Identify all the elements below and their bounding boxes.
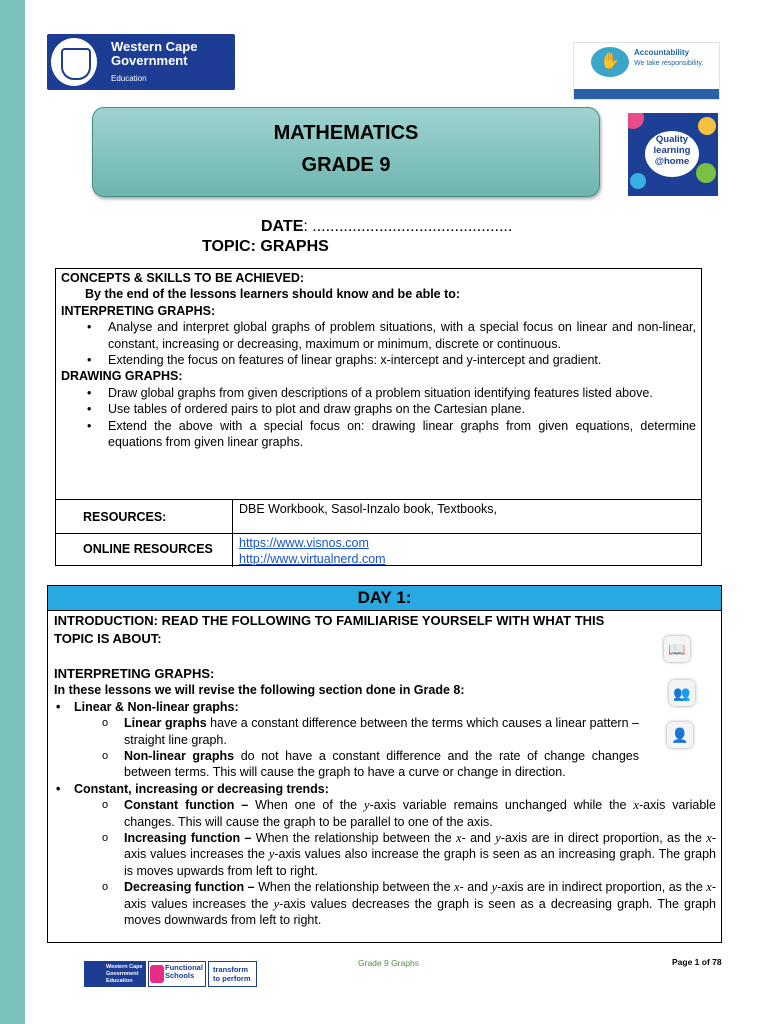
interpreting-heading: INTERPRETING GRAPHS: — [61, 303, 216, 318]
student-icon: 👤 — [667, 722, 693, 748]
book-icon: 📖 — [664, 636, 690, 662]
text-run: - and — [461, 831, 496, 846]
wcg-logo-line1: Western Cape — [111, 39, 198, 54]
online-links — [239, 535, 386, 567]
text-run: -axis variable remains unchanged while the — [369, 798, 634, 813]
resources-value: DBE Workbook, Sasol-Inzalo book, Textbooks, — [239, 502, 498, 516]
resources-row — [56, 499, 701, 534]
trends-heading: • Constant, increasing or decreasing trends: — [54, 781, 716, 797]
footer-logos — [84, 961, 257, 987]
accountability-title: Accountability — [634, 48, 690, 57]
wcg-logo-line3: Education — [111, 74, 147, 83]
accountability-logo — [573, 42, 720, 100]
decreasing-item — [54, 879, 716, 928]
text-run: - and — [459, 880, 492, 895]
list-item: • Use tables of ordered pairs to plot and draw graphs on the Cartesian plane. — [61, 401, 696, 417]
day1-body — [54, 666, 716, 929]
decreasing-term: Decreasing function – — [124, 880, 255, 895]
text-run: When one of the — [248, 798, 365, 813]
hand-icon: ✋ — [591, 47, 629, 77]
list-item: • Extending the focus on features of linear graphs: x-intercept and y-intercept and gradient. — [61, 352, 696, 368]
variable: x — [706, 880, 712, 895]
variable: x — [706, 831, 712, 846]
drawing-list — [61, 385, 696, 451]
day1-box — [47, 585, 722, 943]
date-line — [261, 218, 512, 236]
variable: x — [454, 880, 460, 895]
footer-functional-schools-logo — [148, 961, 206, 987]
date-value: : ............................................. — [303, 218, 513, 235]
visnos-link[interactable]: https://www.visnos.com — [239, 536, 369, 550]
text-run: -axis values also increase the graph is seen as an increasing graph. The graph is moves upwards from left to right. — [124, 847, 716, 878]
row-divider — [232, 534, 233, 567]
increasing-item — [54, 830, 716, 879]
concepts-content — [61, 270, 696, 450]
text-run: -axis values decreases the graph is seen as a decreasing graph. The graph moves downwards from left to right. — [124, 896, 716, 928]
decor-spot — [628, 113, 644, 129]
footer-transform-logo: transform to perform — [208, 961, 257, 987]
ql-line1: Quality — [655, 134, 689, 145]
decor-spot — [630, 173, 646, 189]
variable: y — [273, 896, 280, 911]
online-resources-row — [56, 533, 701, 567]
accountability-tagline: We take responsibility. — [634, 60, 704, 67]
variable: y — [364, 798, 370, 813]
people-icon: 👥 — [669, 680, 695, 706]
interpreting-list — [61, 319, 696, 368]
text-run: -axis variable changes. This will cause the graph to be parallel to one of the axis. — [124, 798, 717, 829]
accountability-strip — [574, 89, 719, 99]
day1-heading: DAY 1: — [48, 586, 721, 611]
drawing-heading: DRAWING GRAPHS: — [61, 369, 183, 384]
variable: y — [268, 847, 275, 862]
footer-wcg-logo: Western Cape Government Education — [84, 961, 146, 987]
concepts-box — [55, 268, 702, 566]
text-run: When the relationship between the — [254, 880, 455, 895]
nonlinear-text: do not have a constant difference and the rate of change changes between terms. This will cause the graph to have a curve or change in direction. — [124, 749, 639, 780]
nonlinear-term: Non-linear graphs — [124, 749, 235, 764]
text-run: When the relationship between the — [251, 831, 457, 846]
quality-learning-logo — [628, 113, 718, 196]
text-run: -axis are in direct proportion, as the — [500, 831, 707, 846]
list-item: • Draw global graphs from given descriptions of a problem situation identifying features listed above. — [61, 385, 696, 401]
variable: x — [456, 831, 462, 846]
revise-note: In these lessons we will revise the following section done in Grade 8: — [54, 683, 465, 698]
increasing-term: Increasing function – — [124, 831, 252, 846]
variable: y — [491, 880, 498, 895]
variable: x — [633, 798, 639, 813]
decor-spot — [698, 117, 716, 135]
topic-title: TOPIC: GRAPHS — [202, 238, 329, 255]
functional-schools-text: Functional Schools — [165, 963, 203, 980]
footer-title: Grade 9 Graphs — [358, 958, 419, 968]
resources-label: RESOURCES: — [83, 510, 167, 524]
day1-intro: INTRODUCTION: READ THE FOLLOWING TO FAMILIARISE YOURSELF WITH WHAT THIS TOPIC IS ABOUT: — [54, 613, 605, 646]
title-box — [92, 107, 600, 197]
text-run: -axis values increases the — [124, 831, 716, 862]
page-number: Page 1 of 78 — [672, 957, 722, 967]
badge-icon — [150, 965, 164, 983]
subject-title: MATHEMATICS — [273, 122, 419, 144]
ql-line3: @home — [654, 156, 690, 167]
text-run: -axis are in indirect proportion, as the — [497, 880, 707, 895]
interpreting-section-heading: INTERPRETING GRAPHS: — [54, 666, 215, 681]
list-item: • Extend the above with a special focus on: drawing linear graphs from given equations, determine equations from given linear graphs. — [61, 418, 696, 451]
concepts-heading: CONCEPTS & SKILLS TO BE ACHIEVED: — [61, 271, 305, 285]
text-run: -axis values increases the — [124, 880, 716, 911]
nonlinear-item — [54, 748, 639, 781]
linear-item — [54, 715, 639, 748]
online-resources-label: ONLINE RESOURCES — [83, 542, 213, 556]
grade-title: GRADE 9 — [301, 154, 391, 176]
linear-text: have a constant difference between the terms which causes a linear pattern – straight line graph. — [124, 716, 639, 747]
virtualnerd-link[interactable]: http://www.virtualnerd.com — [239, 552, 386, 566]
western-cape-government-logo — [47, 34, 235, 90]
constant-item — [54, 797, 716, 830]
quality-learning-bubble — [645, 131, 699, 177]
variable: y — [495, 831, 501, 846]
decor-spot — [696, 163, 716, 183]
crest-icon — [51, 38, 97, 86]
list-item: • Analyse and interpret global graphs of problem situations, with a special focus on linear and non-linear, constant, increasing or decreasing, maximum or minimum, discrete or continuous. — [61, 319, 696, 352]
ql-line2: learning — [653, 145, 691, 156]
left-accent-bar — [0, 0, 25, 1024]
wcg-logo-line2: Government — [111, 53, 188, 68]
linear-heading: • Linear & Non-linear graphs: — [54, 699, 716, 715]
date-label: DATE — [261, 218, 304, 235]
linear-term: Linear graphs — [124, 716, 207, 731]
concepts-intro: By the end of the lessons learners should know and be able to: — [85, 287, 461, 302]
row-divider — [232, 500, 233, 534]
constant-term: Constant function – — [124, 798, 249, 813]
